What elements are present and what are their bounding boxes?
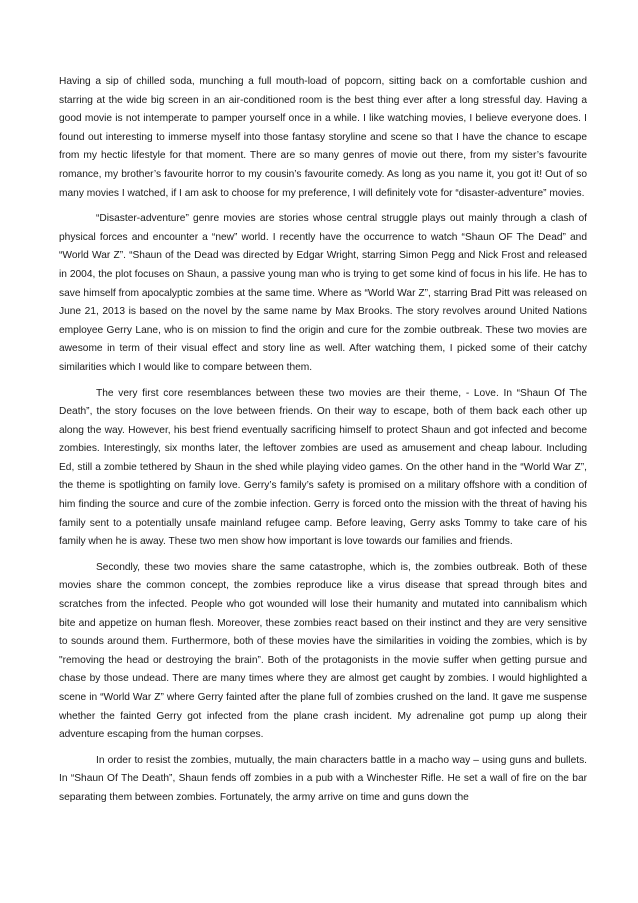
document-page (59, 73, 587, 815)
paragraph-theme: The very first core resemblances between these two movies are their theme, - Love. In “Shaun Of The Death”, the story focuses on the love between friends. On their way to escape, both of them back each other up along the way. However, his best friend eventually sacrificing himself to protect Shaun and got infected and become zombies. Interestingly, six months later, the leftover zombies are used as amusement and cheap labour. Including Ed, still a zombie tethered by Shaun in the shed while playing video games. On the other hand in the “World War Z”, the theme is spotlighting on family love. Gerry’s family’s safety is promised on a military offshore with a condition of him finding the source and cure of the zombie infection. Gerry is forced onto the mission with the threat of having his family sent to a potentially unsafe mainland refugee camp. Before leaving, Gerry asks Tommy to take care of his family when he is away. These two men show how important is love towards our families and friends. (59, 387, 587, 548)
paragraph-genre: “Disaster-adventure” genre movies are stories whose central struggle plays out mainly through a clash of physical forces and encounter a “new” world. I recently have the occurrence to watch “Shaun OF The Dead” and “World War Z”. “Shaun of the Dead was directed by Edgar Wright, starring Simon Pegg and Nick Frost and released in 2004, the plot focuses on Shaun, a passive young man who is trying to get some kind of focus in his life. He has to save himself from apocalyptic zombies at the same time. Where as “World War Z”, starring Brad Pitt was released on June 21, 2013 is based on the novel by the same name by Max Brooks. The story revolves around United Nations employee Gerry Lane, who is on mission to find the origin and cure for the zombie outbreak. These two movies are awesome in term of their visual effect and story line as well. After watching them, I picked some of their catchy similarities which I would like to compare between them. (59, 213, 587, 373)
paragraph-intro: Having a sip of chilled soda, munching a full mouth-load of popcorn, sitting back on a comfortable cushion and starring at the wide big screen in an air-conditioned room is the best thing ever after a long stressful day. Having a good movie is not intemperate to pamper yourself once in a while. I like watching movies, I believe everyone does. I found out interesting to immerse myself into those fantasy storyline and scene so that I have the chance to escape from my hectic lifestyle for that moment. There are so many genres of movie out there, from my sister’s favourite romance, my brother’s favourite horror to my cousin’s favourite comedy. As long as you name it, you got it! Out of so many movies I watched, if I am ask to choose for my preference, I will definitely vote for “disaster-adventure” movies. (59, 76, 587, 199)
paragraph-battle: In order to resist the zombies, mutually, the main characters battle in a macho way – using guns and bullets. In “Shaun Of The Death”, Shaun fends off zombies in a pub with a Winchester Rifle. He set a wall of fire on the bar separating them between zombies. Fortunately, the army arrive on time and guns down the (59, 754, 587, 803)
paragraph-catastrophe: Secondly, these two movies share the same catastrophe, which is, the zombies outbreak. Both of these movies share the common concept, the zombies reproduce like a virus disease that spread through bites and scratches from the infected. People who got wounded will lose their humanity and mutated into cannibalism which bite and appetize on human flesh. Moreover, these zombies react based on their instinct and they are very sensitive to sounds around them. Furthermore, both of these movies have the similarities in voiding the zombies, which is by "removing the head or destroying the brain”. Both of the protagonists in the movie suffer when getting pursue and chase by those undead. There are many times where they are almost get caught by zombies. I would highlighted a scene in “World War Z” where Gerry fainted after the plane full of zombies crushed on the land. It gave me suspense whether the fainted Gerry got infected from the plane crash incident. My adrenaline got pump up along their adventure escaping from the human corpses. (59, 561, 587, 741)
